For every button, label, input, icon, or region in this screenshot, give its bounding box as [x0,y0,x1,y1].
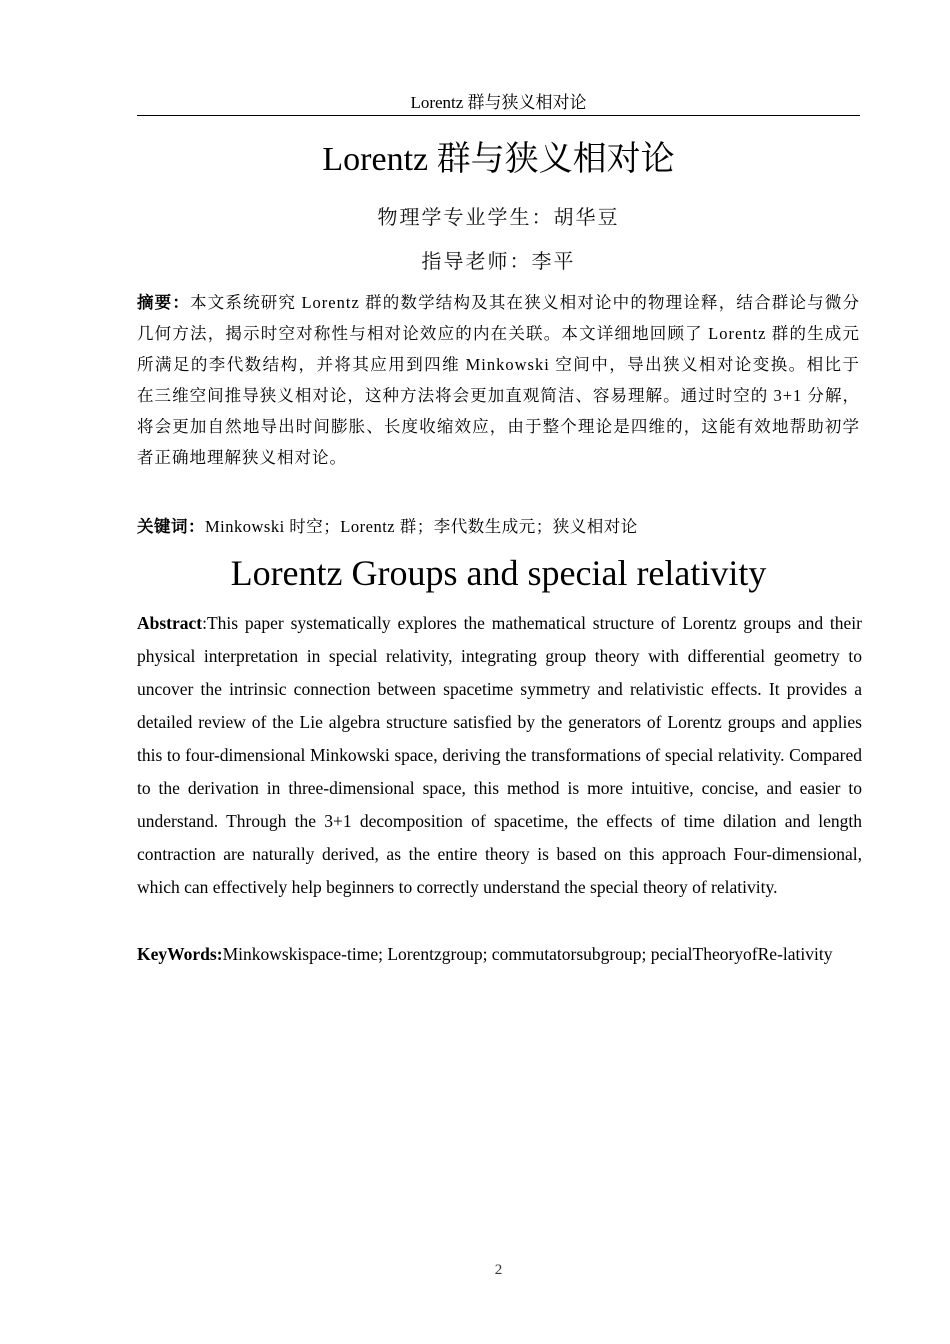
chinese-abstract-text: 本文系统研究 Lorentz 群的数学结构及其在狭义相对论中的物理诠释，结合群论与微分几何方法，揭示时空对称性与相对论效应的内在关联。本文详细地回顾了 Lorentz 群的生成元所满足的李代数结构，并将其应用到四维 Minkowski 空间中，导出狭义相对论变换。相比于在三维空间推导狭义相对论，这种方法将会更加直观简洁、容易理解。通过时空的 3+1 分解，将会更加自然地导出时间膨胀、长度收缩效应，由于整个理论是四维的，这能有效地帮助初学者正确地理解狭义相对论。 [137,293,861,467]
chinese-keywords-label: 关键词： [137,517,205,536]
chinese-abstract-label: 摘要： [137,293,191,312]
chinese-keywords-text: Minkowski 时空；Lorentz 群；李代数生成元；狭义相对论 [205,517,638,536]
advisor-line: 指导老师：李平 [421,251,576,273]
header-divider [137,115,860,116]
english-title: Lorentz Groups and special relativity [230,553,767,593]
page-number: 2 [494,1262,503,1278]
english-keywords-label: KeyWords: [137,944,223,964]
chinese-abstract [137,287,860,473]
english-keywords [137,938,862,971]
english-abstract-label: Abstract [137,613,203,633]
chinese-keywords [137,512,860,542]
running-header: Lorentz 群与狭义相对论 [410,93,587,112]
chinese-title: Lorentz 群与狭义相对论 [322,141,675,178]
english-abstract-text: :This paper systematically explores the mathematical structure of Lorentz groups and their physical interpretation in special relativity, integrating group theory with differential geometry to uncover the intrinsic connection between spacetime symmetry and relativistic effects. It provides a detailed review of the Lie algebra structure satisfied by the generators of Lorentz groups and applies this to four-dimensional Minkowski space, deriving the transformations of special relativity. Compared to the derivation in three-dimensional space, this method is more intuitive, concise, and easier to understand. Through the 3+1 decomposition of spacetime, the effects of time dilation and length contraction are naturally derived, as the entire theory is based on this approach Four-dimensional, which can effectively help beginners to correctly understand the special theory of relativity. [137,613,862,897]
english-abstract [137,607,862,904]
english-keywords-text: Minkowskispace-time; Lorentzgroup; commutatorsubgroup; pecialTheoryofRe-lativity [222,944,833,964]
author-line: 物理学专业学生：胡华豆 [377,207,620,229]
